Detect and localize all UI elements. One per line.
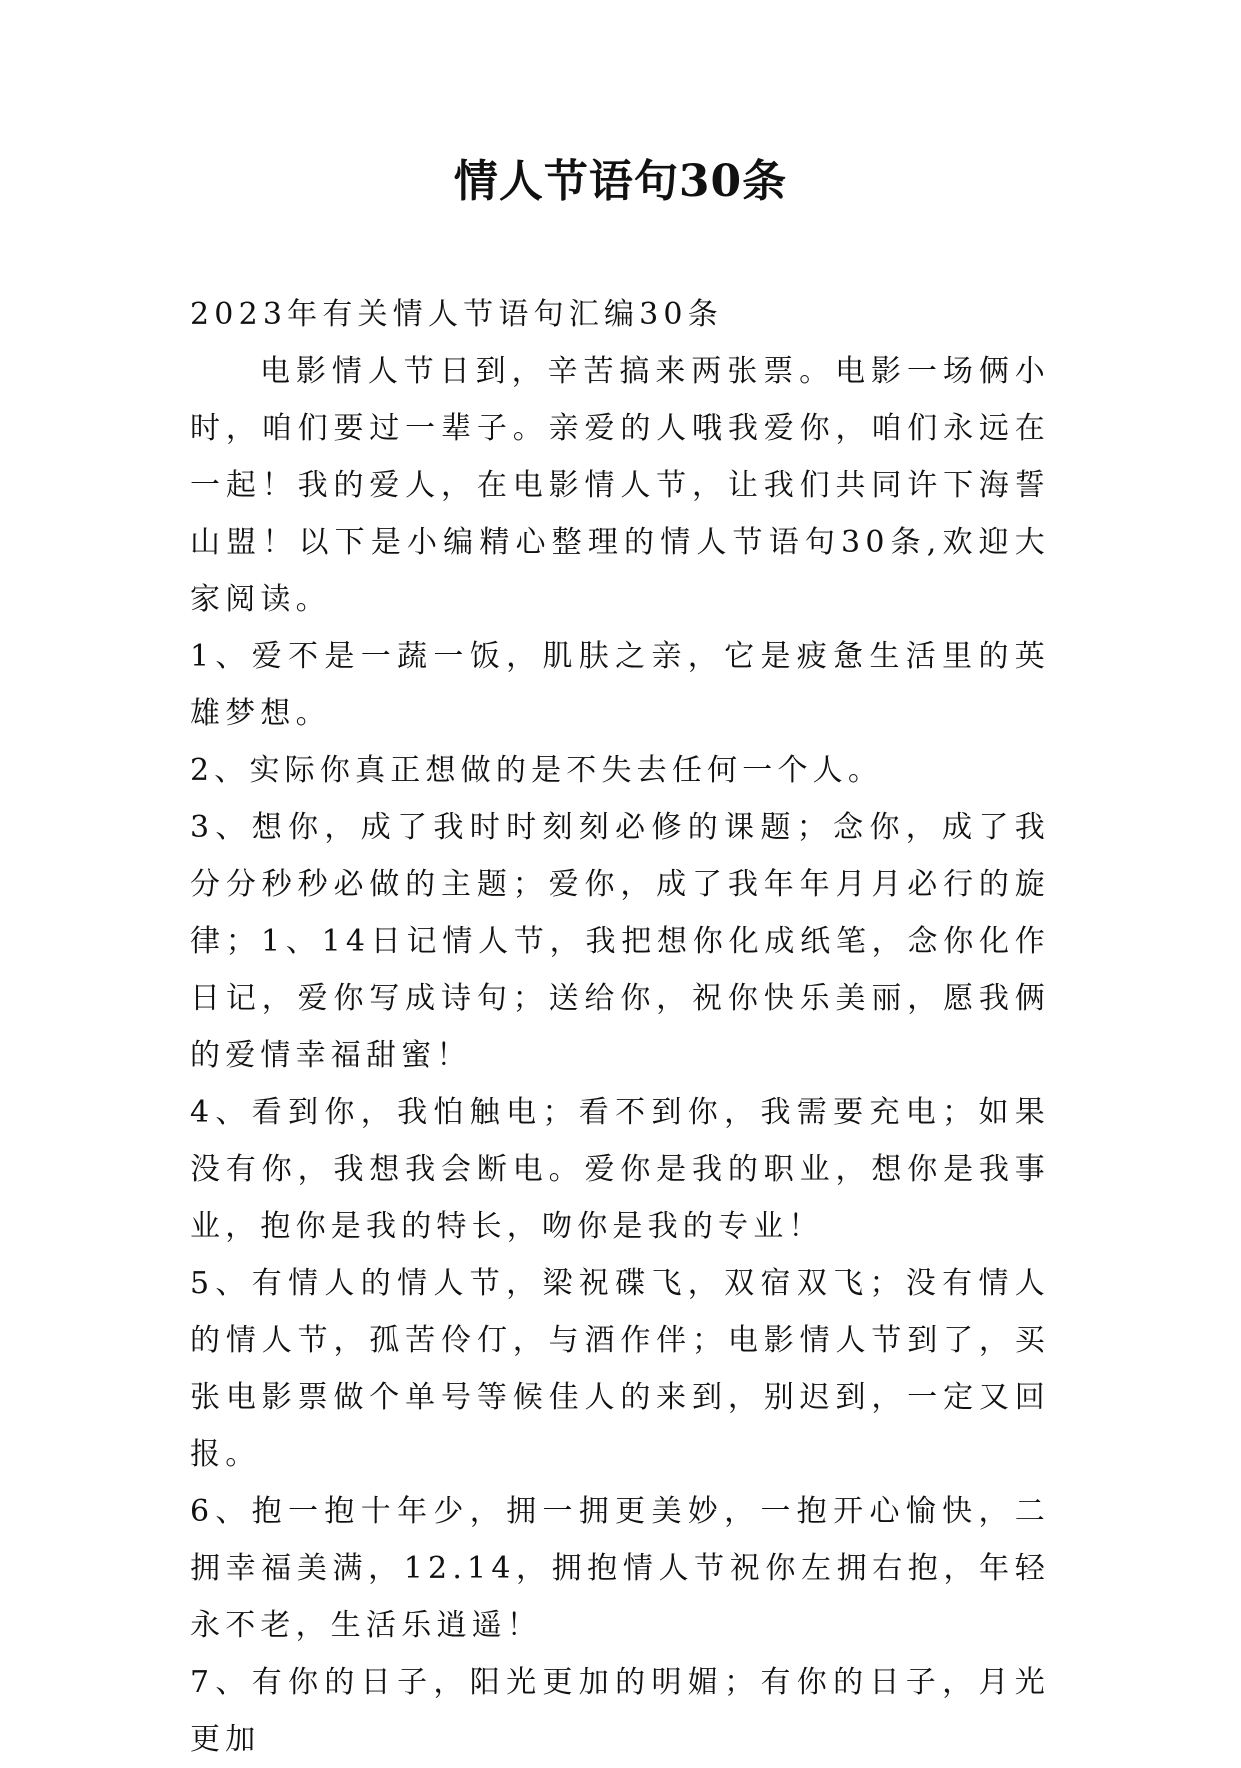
list-item: 7、有你的日子，阳光更加的明媚；有你的日子，月光更加	[190, 1665, 1050, 1757]
list-item: 3、想你，成了我时时刻刻必修的课题；念你，成了我分分秒秒必做的主题；爱你，成了我年年月月必行的旋律；1、14日记情人节，我把想你化成纸笔，念你化作日记，爱你写成诗句；送给你，祝你快乐美丽，愿我俩的爱情幸福甜蜜！	[190, 810, 1050, 1073]
document-subtitle: 2023年有关情人节语句汇编30条	[190, 297, 723, 332]
list-item: 2、实际你真正想做的是不失去任何一个人。	[190, 753, 884, 788]
list-item: 5、有情人的情人节，梁祝碟飞，双宿双飞；没有情人的情人节，孤苦伶仃，与酒作伴；电影情人节到了，买张电影票做个单号等候佳人的来到，别迟到，一定又回报。	[190, 1266, 1050, 1472]
list-item: 4、看到你，我怕触电；看不到你，我需要充电；如果没有你，我想我会断电。爱你是我的职业，想你是我事业，抱你是我的特长，吻你是我的专业！	[190, 1095, 1050, 1244]
document-body	[190, 286, 1050, 1768]
document-title: 情人节语句30条	[453, 156, 788, 207]
list-item: 6、抱一抱十年少，拥一拥更美妙，一抱开心愉快，二拥幸福美满，12.14，拥抱情人节祝你左拥右抱，年轻永不老，生活乐逍遥！	[190, 1494, 1050, 1643]
list-item: 1、爱不是一蔬一饭，肌肤之亲，它是疲惫生活里的英雄梦想。	[190, 639, 1050, 731]
intro-paragraph: 电影情人节日到，辛苦搞来两张票。电影一场俩小时，咱们要过一辈子。亲爱的人哦我爱你，咱们永远在一起！我的爱人，在电影情人节，让我们共同许下海誓山盟！以下是小编精心整理的情人节语句30条,欢迎大家阅读。	[190, 354, 1050, 617]
